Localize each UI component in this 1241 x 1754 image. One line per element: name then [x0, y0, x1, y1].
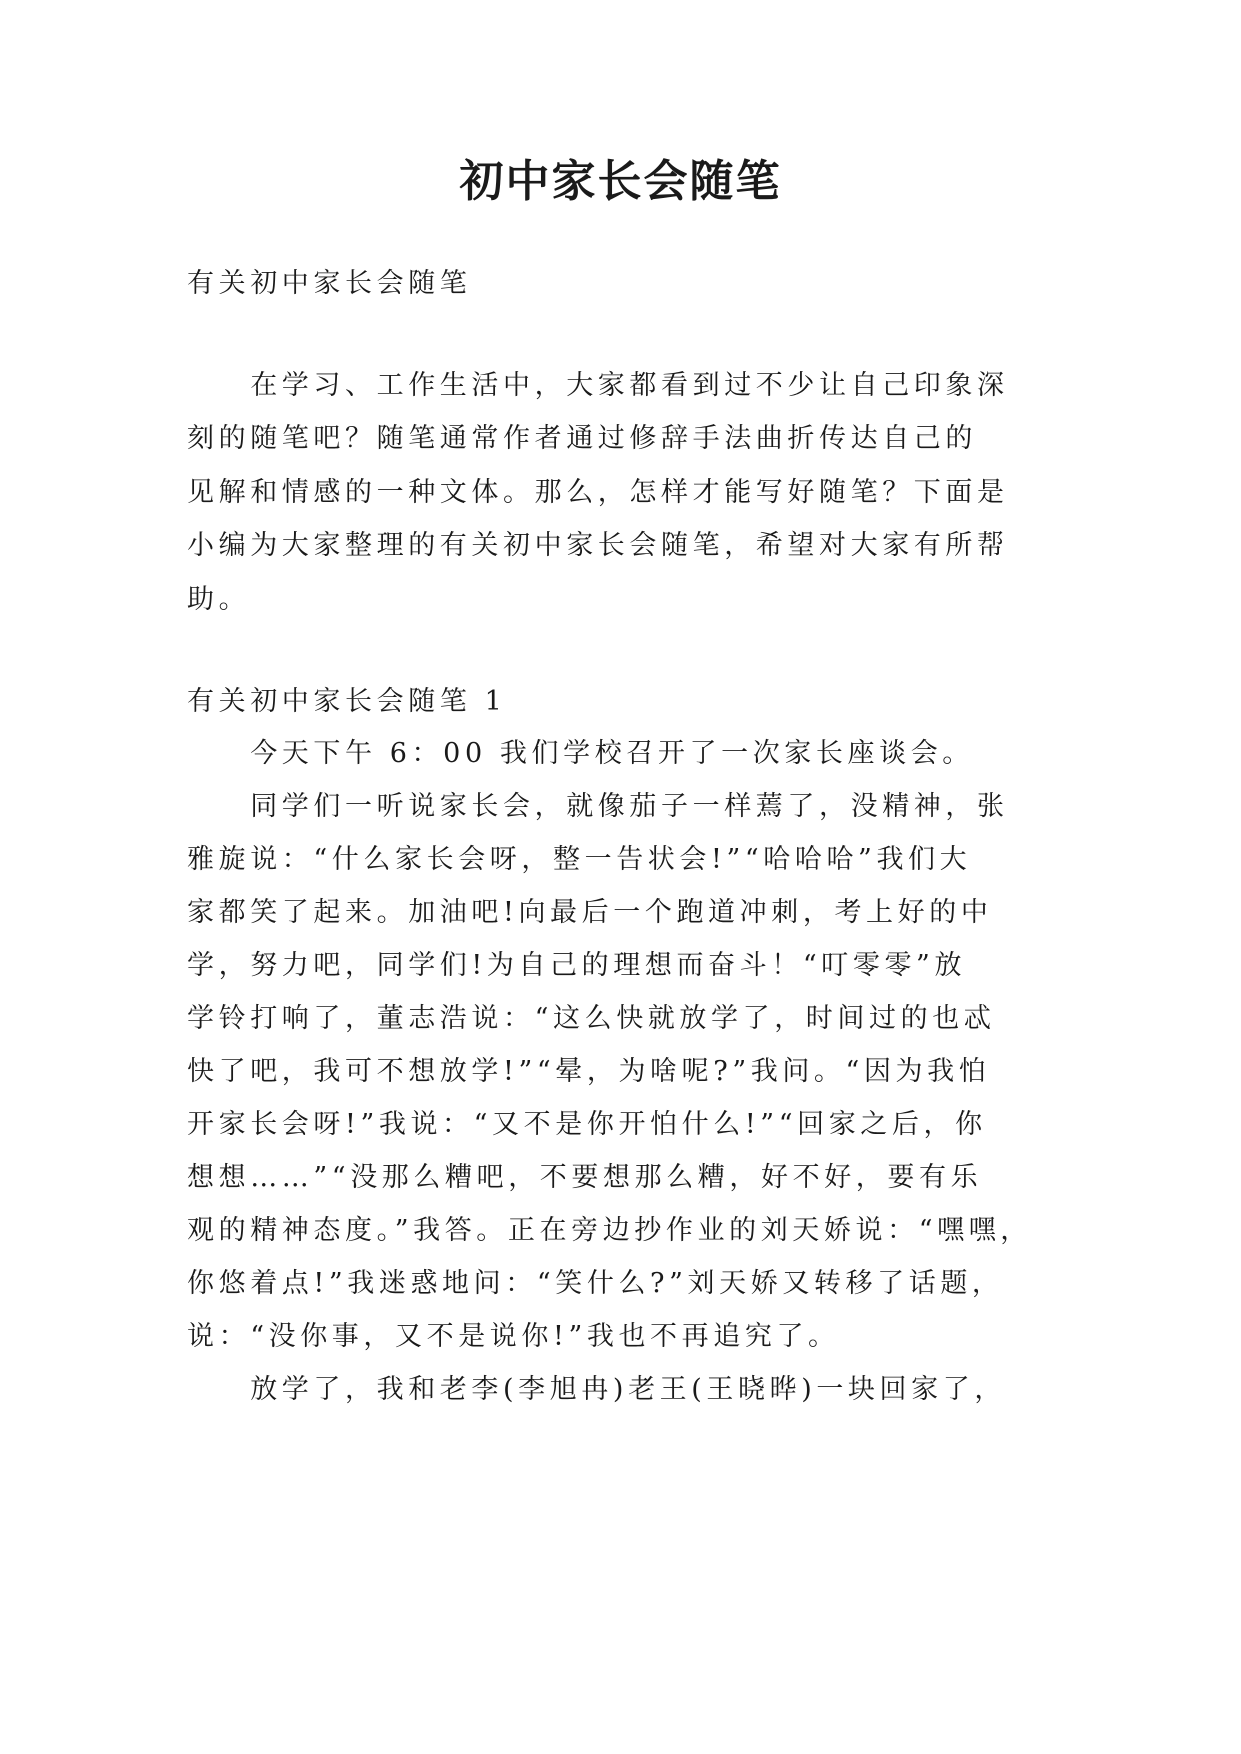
document-subtitle: 有关初中家长会随笔: [187, 268, 472, 299]
body-line: 你悠着点!”我迷惑地问：“笑什么?”刘天娇又转移了话题，: [187, 1268, 1004, 1299]
body-line: 快了吧，我可不想放学!”“晕，为啥呢?”我问。“因为我怕: [187, 1056, 991, 1087]
body-line: 观的精神态度。”我答。正在旁边抄作业的刘天娇说：“嘿嘿，: [187, 1215, 1032, 1246]
body-line: 放学了，我和老李(李旭冉)老王(王晓晔)一块回家了，: [187, 1374, 1006, 1405]
intro-line: 小编为大家整理的有关初中家长会随笔，希望对大家有所帮: [187, 530, 1009, 561]
section-heading: 有关初中家长会随笔 1: [187, 686, 507, 717]
intro-line: 见解和情感的一种文体。那么，怎样才能写好随笔？下面是: [187, 477, 1009, 508]
body-line: 家都笑了起来。加油吧!向最后一个跑道冲刺，考上好的中: [187, 897, 993, 928]
body-line: 今天下午 6：00 我们学校召开了一次家长座谈会。: [187, 738, 974, 769]
page-title: 初中家长会随笔: [459, 156, 782, 207]
body-line: 同学们一听说家长会，就像茄子一样蔫了，没精神，张: [187, 791, 1009, 822]
intro-line: 在学习、工作生活中，大家都看到过不少让自己印象深: [187, 370, 1009, 401]
body-line: 学，努力吧，同学们!为自己的理想而奋斗！“叮零零”放: [187, 950, 967, 981]
body-line: 想想……”“没那么糟吧，不要想那么糟，好不好，要有乐: [187, 1162, 983, 1193]
intro-line: 助。: [187, 584, 251, 615]
body-line: 开家长会呀!”我说：“又不是你开怕什么!”“回家之后，你: [187, 1109, 987, 1140]
intro-line: 刻的随笔吧？随笔通常作者通过修辞手法曲折传达自己的: [187, 423, 977, 454]
body-line: 雅旋说：“什么家长会呀，整一告状会!”“哈哈哈”我们大: [187, 844, 972, 875]
body-line: 学铃打响了，董志浩说：“这么快就放学了，时间过的也忒: [187, 1003, 996, 1034]
body-line: 说：“没你事，又不是说你!”我也不再追究了。: [187, 1321, 840, 1352]
